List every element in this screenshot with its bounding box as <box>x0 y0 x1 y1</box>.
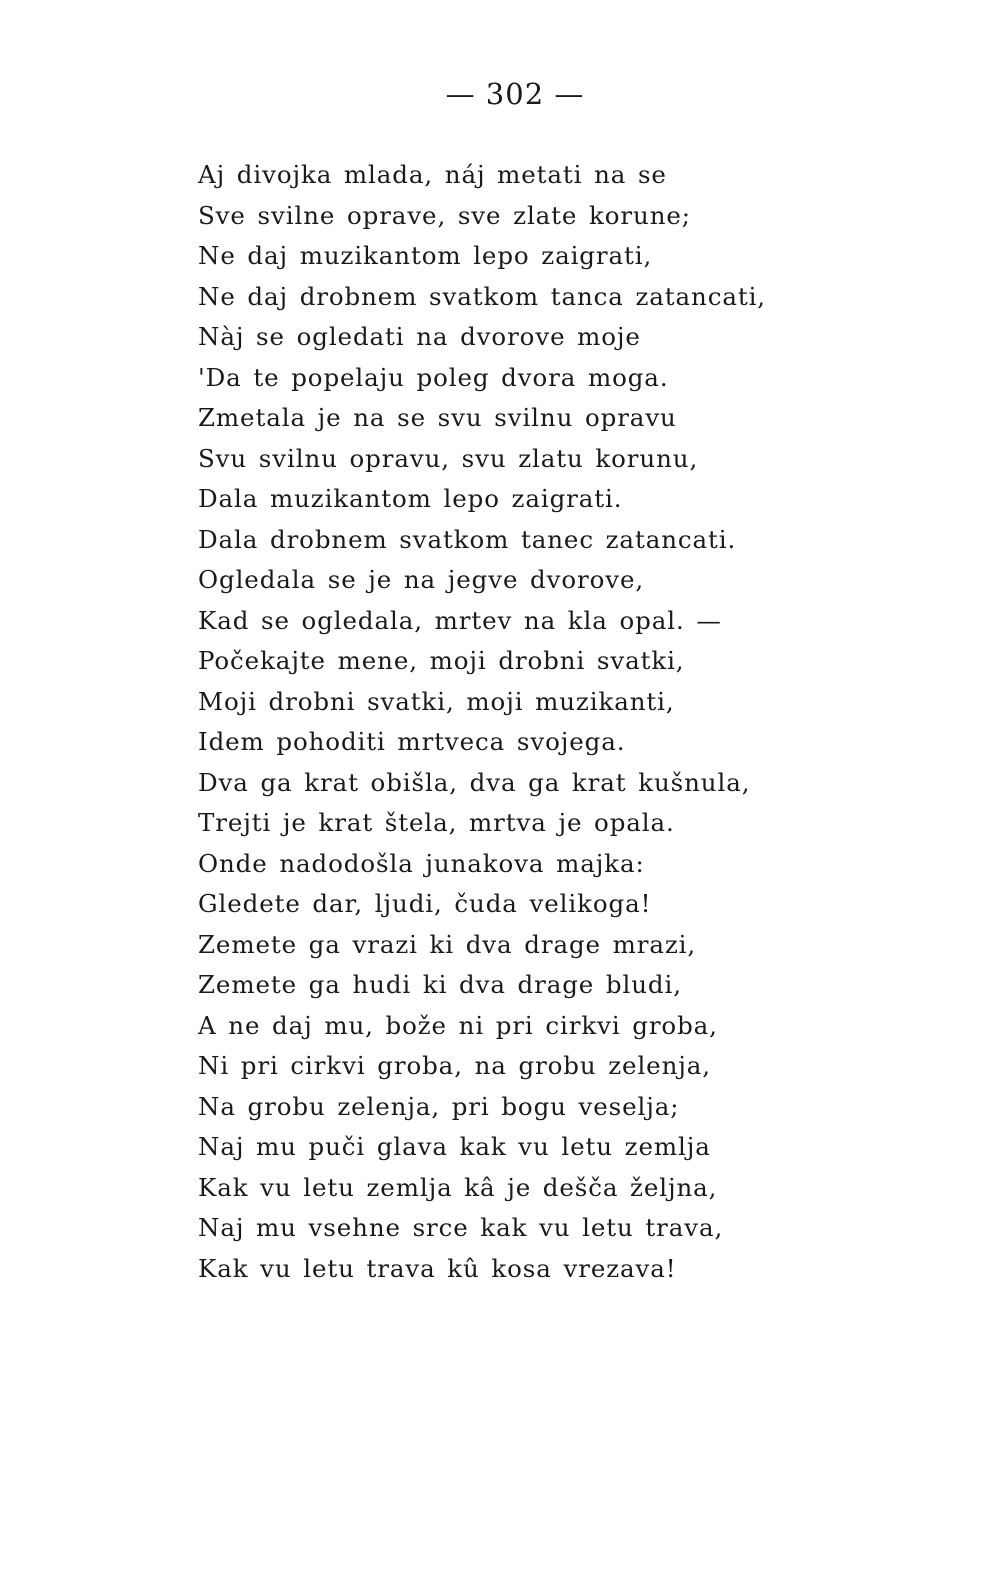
poem-line: Svu svilnu opravu, svu zlatu korunu, <box>198 443 699 473</box>
poem-line: Dala muzikantom lepo zaigrati. <box>198 484 623 513</box>
poem-line: A ne daj mu, bože ni pri cirkvi groba, <box>198 1010 718 1040</box>
poem-line: Gledete dar, ljudi, čuda velikoga! <box>198 889 652 918</box>
poem-line: Kak vu letu zemlja kâ je dešča željna, <box>198 1172 718 1202</box>
poem-line: Kak vu letu trava kû kosa vrezava! <box>198 1253 677 1283</box>
poem-line: Naj mu puči glava kak vu letu zemlja <box>198 1132 711 1161</box>
poem-line: Dala drobnem svatkom tanec zatancati. <box>198 524 737 554</box>
poem-line: Trejti je krat štela, mrtva je opala. <box>198 808 675 837</box>
poem-line: Nàj se ogledati na dvorove moje <box>198 322 641 351</box>
poem-line: Kad se ogledala, mrtev na kla opal. — <box>198 605 722 635</box>
poem-line: Ne daj muzikantom lepo zaigrati, <box>198 241 653 270</box>
poem-text <box>198 155 766 1289</box>
poem-line: Idem pohoditi mrtveca svojega. <box>198 727 626 756</box>
page-number: — 302 — <box>445 77 585 111</box>
poem-line: Počekajte mene, moji drobni svatki, <box>198 646 685 675</box>
poem-line: Ogledala se je na jegve dvorove, <box>198 565 645 594</box>
poem-line: 'Da te popelaju poleg dvora moga. <box>198 362 669 392</box>
poem-line: Ni pri cirkvi groba, na grobu zelenja, <box>198 1051 711 1080</box>
poem-line: Sve svilne oprave, sve zlate korune; <box>198 200 691 230</box>
poem-line: Ne daj drobnem svatkom tanca zatancati, <box>198 281 766 311</box>
poem-line: Zmetala je na se svu svilnu opravu <box>198 403 677 432</box>
poem-line: Na grobu zelenja, pri bogu veselja; <box>198 1091 680 1121</box>
poem-line: Onde nadodošla junakova majka: <box>198 848 645 878</box>
poem-line: Zemete ga vrazi ki dva drage mrazi, <box>198 929 697 959</box>
poem-line: Naj mu vsehne srce kak vu letu trava, <box>198 1213 724 1242</box>
poem-line: Aj divojka mlada, náj metati na se <box>198 160 667 189</box>
poem-line: Zemete ga hudi ki dva drage bludi, <box>198 970 682 999</box>
poem-line: Moji drobni svatki, moji muzikanti, <box>198 686 675 716</box>
poem-line: Dva ga krat obišla, dva ga krat kušnula, <box>198 767 751 797</box>
